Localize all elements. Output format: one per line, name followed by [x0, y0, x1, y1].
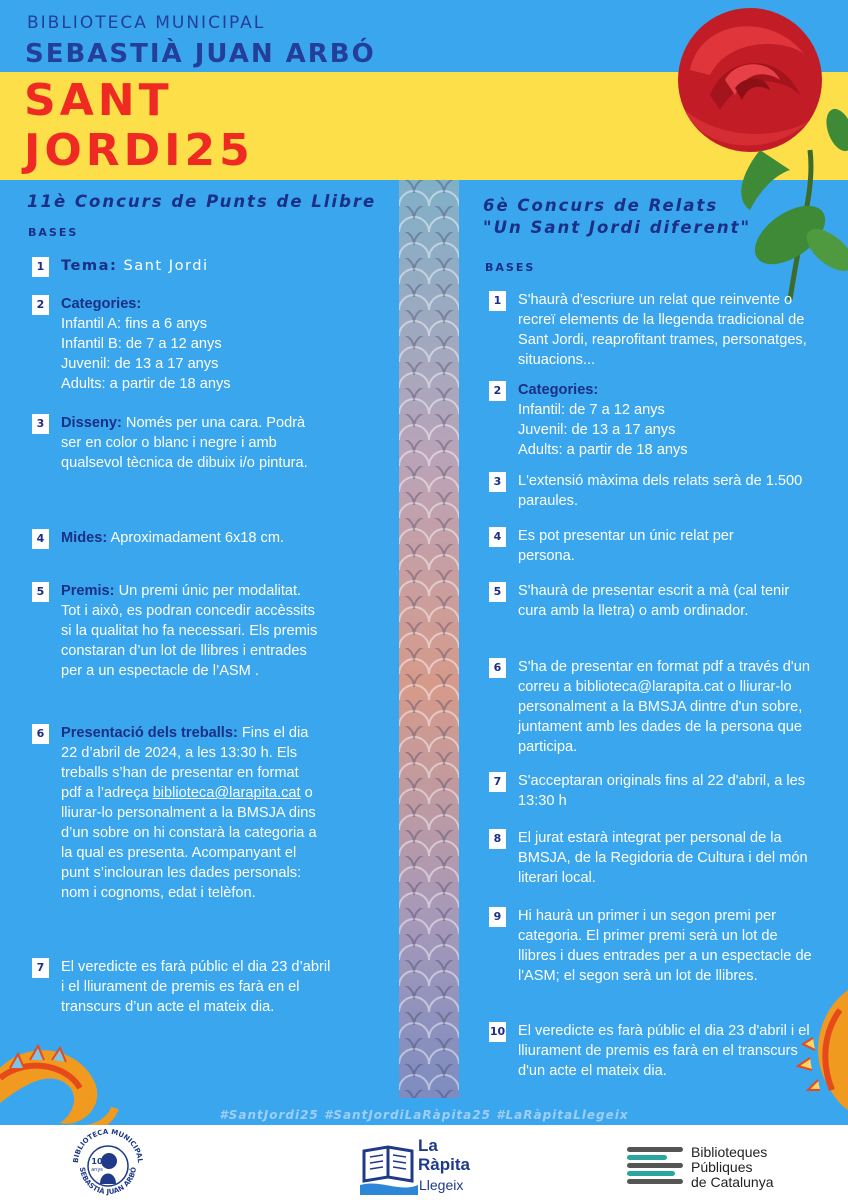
left-bases-label: BASES — [28, 226, 79, 239]
bsmja-badge-word: anys — [91, 1167, 103, 1173]
left-item-6 — [36, 723, 321, 903]
item-text: S'acceptaran originals fins al 22 d'abril, a les 13:30 h — [518, 773, 806, 809]
left-item-1 — [36, 256, 381, 276]
item-label: Categories: — [61, 296, 142, 312]
item-text: El jurat estarà integrat per personal de la BMSJA, de la Regidoria de Cultura i del món literari local. — [518, 830, 808, 886]
item-text: Un premi únic per modalitat. Tot i això, es podran concedir accèssits si la qualitat ho fa necessari. Els premis constaran d’un lot de llibres i entrades per a un espectacle de l’ASM . — [61, 583, 318, 679]
dragon-claw-illustration — [770, 990, 848, 1120]
right-item-1 — [493, 290, 818, 370]
right-item-5 — [493, 581, 818, 621]
bsmja-arc-bottom: SEBASTIÀ JUAN ARBÓ — [77, 1166, 139, 1197]
right-item-8 — [493, 828, 818, 888]
bsmja-logo — [70, 1128, 146, 1198]
item-number: 6 — [489, 658, 506, 678]
item-number: 7 — [32, 958, 49, 978]
item-number: 3 — [489, 472, 506, 492]
left-item-7 — [36, 957, 331, 1017]
left-item-5 — [36, 581, 321, 681]
item-line: Infantil A: fins a 6 anys — [61, 316, 208, 332]
item-text: o lliurar-lo personalment a la BMSJA dins d’un sobre on hi constarà la categoria a la qual es presenta. Acompanyant el punt s’inclouran les dades personals: nom i cognoms, edat i telèfon. — [61, 785, 317, 901]
right-item-3 — [493, 471, 808, 511]
item-number: 5 — [489, 582, 506, 602]
right-bases-label: BASES — [485, 261, 536, 274]
bpc-logo-text — [691, 1145, 774, 1190]
title-line2: JORDI25 — [24, 125, 254, 176]
rapita-logo-line2: Ràpita — [418, 1155, 470, 1174]
item-number: 1 — [32, 257, 49, 277]
item-number: 6 — [32, 724, 49, 744]
right-item-2 — [493, 380, 818, 460]
item-label: Premis: — [61, 583, 115, 599]
left-item-2 — [36, 294, 381, 394]
rapita-logo-line1: La — [418, 1136, 438, 1155]
item-line: Juvenil: de 13 a 17 anys — [61, 356, 219, 372]
item-text: El veredicte es farà públic el dia 23 d’abril i el lliurament de premis es farà en el transcurs d’un acte el mateix dia. — [61, 959, 331, 1015]
item-text: Aproximadament 6x18 cm. — [107, 530, 285, 546]
title-line1: SANT — [24, 75, 173, 126]
item-number: 4 — [489, 527, 506, 547]
left-column-title: 11è Concurs de Punts de Llibre — [27, 192, 377, 211]
item-label: Tema: — [61, 257, 118, 274]
item-number: 2 — [489, 381, 506, 401]
item-text: Fins el dia 22 d’abril de 2024, a les 13:30 h. Els treballs s’han de presentar en format pdf a l’adreça — [61, 725, 309, 801]
item-text: S'haurà d'escriure un relat que reinvente o recreï elements de la llegenda tradicional de Sant Jordi, reaprofitant trames, personatges, situacions... — [518, 292, 807, 368]
right-title-line1: 6è Concurs de Relats — [483, 196, 719, 215]
hashtags: #SantJordi25 #SantJordiLaRàpita25 #LaRàpitaLlegeix — [219, 1108, 629, 1122]
item-line: Juvenil: de 13 a 17 anys — [518, 422, 676, 438]
item-label: Mides: — [61, 530, 108, 546]
item-number: 1 — [489, 291, 506, 311]
item-number: 5 — [32, 582, 49, 602]
item-number: 8 — [489, 829, 506, 849]
item-line: Infantil: de 7 a 12 anys — [518, 402, 665, 418]
item-line: Adults: a partir de 18 anys — [61, 376, 231, 392]
rose-illustration — [640, 0, 848, 300]
right-item-4 — [493, 526, 788, 566]
bsmja-arc-top: BIBLIOTECA MUNICIPAL — [71, 1128, 145, 1164]
item-number: 10 — [489, 1022, 506, 1042]
item-text: Es pot presentar un únic relat per persona. — [518, 528, 734, 564]
item-text: S'ha de presentar en format pdf a través d'un correu a biblioteca@larapita.cat o lliurar-lo personalment a la BMSJA dintre d'un sobre, juntament amb les dades de la persona que participa. — [518, 659, 810, 755]
item-label: Presentació dels treballs: — [61, 725, 238, 741]
event-title — [24, 76, 254, 176]
bpc-line2: Públiques — [691, 1159, 753, 1175]
right-item-6 — [493, 657, 818, 757]
left-item-3 — [36, 413, 321, 473]
item-text: Només per una cara. Podrà ser en color o blanc i negre i amb qualsevol tècnica de dibuix i/o pintura. — [61, 415, 308, 471]
right-item-9 — [493, 906, 818, 986]
dragon-scale-strip — [399, 180, 459, 1098]
item-number: 4 — [32, 529, 49, 549]
item-text: Hi haurà un primer i un segon premi per categoria. El primer premi serà un lot de llibres i dues entrades per a un espectacle de l'ASM; el segon serà un lot de llibres. — [518, 908, 812, 984]
email-link[interactable]: biblioteca@larapita.cat — [152, 785, 301, 801]
bpc-line1: Biblioteques — [691, 1144, 768, 1160]
item-text: L'extensió màxima dels relats serà de 1.500 paraules. — [518, 473, 803, 509]
right-column-title — [483, 195, 751, 239]
bsmja-badge-number: 10 — [91, 1157, 103, 1166]
bpc-line3: de Catalunya — [691, 1174, 774, 1190]
library-name-line1: BIBLIOTECA MUNICIPAL — [27, 13, 266, 33]
item-line: Adults: a partir de 18 anys — [518, 442, 688, 458]
rapita-logo-line3: Llegeix — [419, 1177, 464, 1193]
item-text: Sant Jordi — [117, 257, 209, 274]
item-text: S'haurà de presentar escrit a mà (cal tenir cura amb la lletra) o amb ordinador. — [518, 583, 790, 619]
item-number: 7 — [489, 772, 506, 792]
item-number: 9 — [489, 907, 506, 927]
item-line: Infantil B: de 7 a 12 anys — [61, 336, 222, 352]
bpc-logo-icon — [625, 1145, 685, 1187]
left-item-4 — [36, 528, 381, 548]
item-number: 3 — [32, 414, 49, 434]
item-label: Disseny: — [61, 415, 122, 431]
library-name-line2: SEBASTIÀ JUAN ARBÓ — [25, 39, 376, 69]
item-label: Categories: — [518, 382, 599, 398]
item-text: El veredicte es farà públic el dia 23 d'abril i el lliurament de premis es farà en el transcurs d'un acte el mateix dia. — [518, 1023, 810, 1079]
item-number: 2 — [32, 295, 49, 315]
right-title-line2: "Un Sant Jordi diferent" — [483, 218, 752, 237]
right-item-7 — [493, 771, 818, 811]
